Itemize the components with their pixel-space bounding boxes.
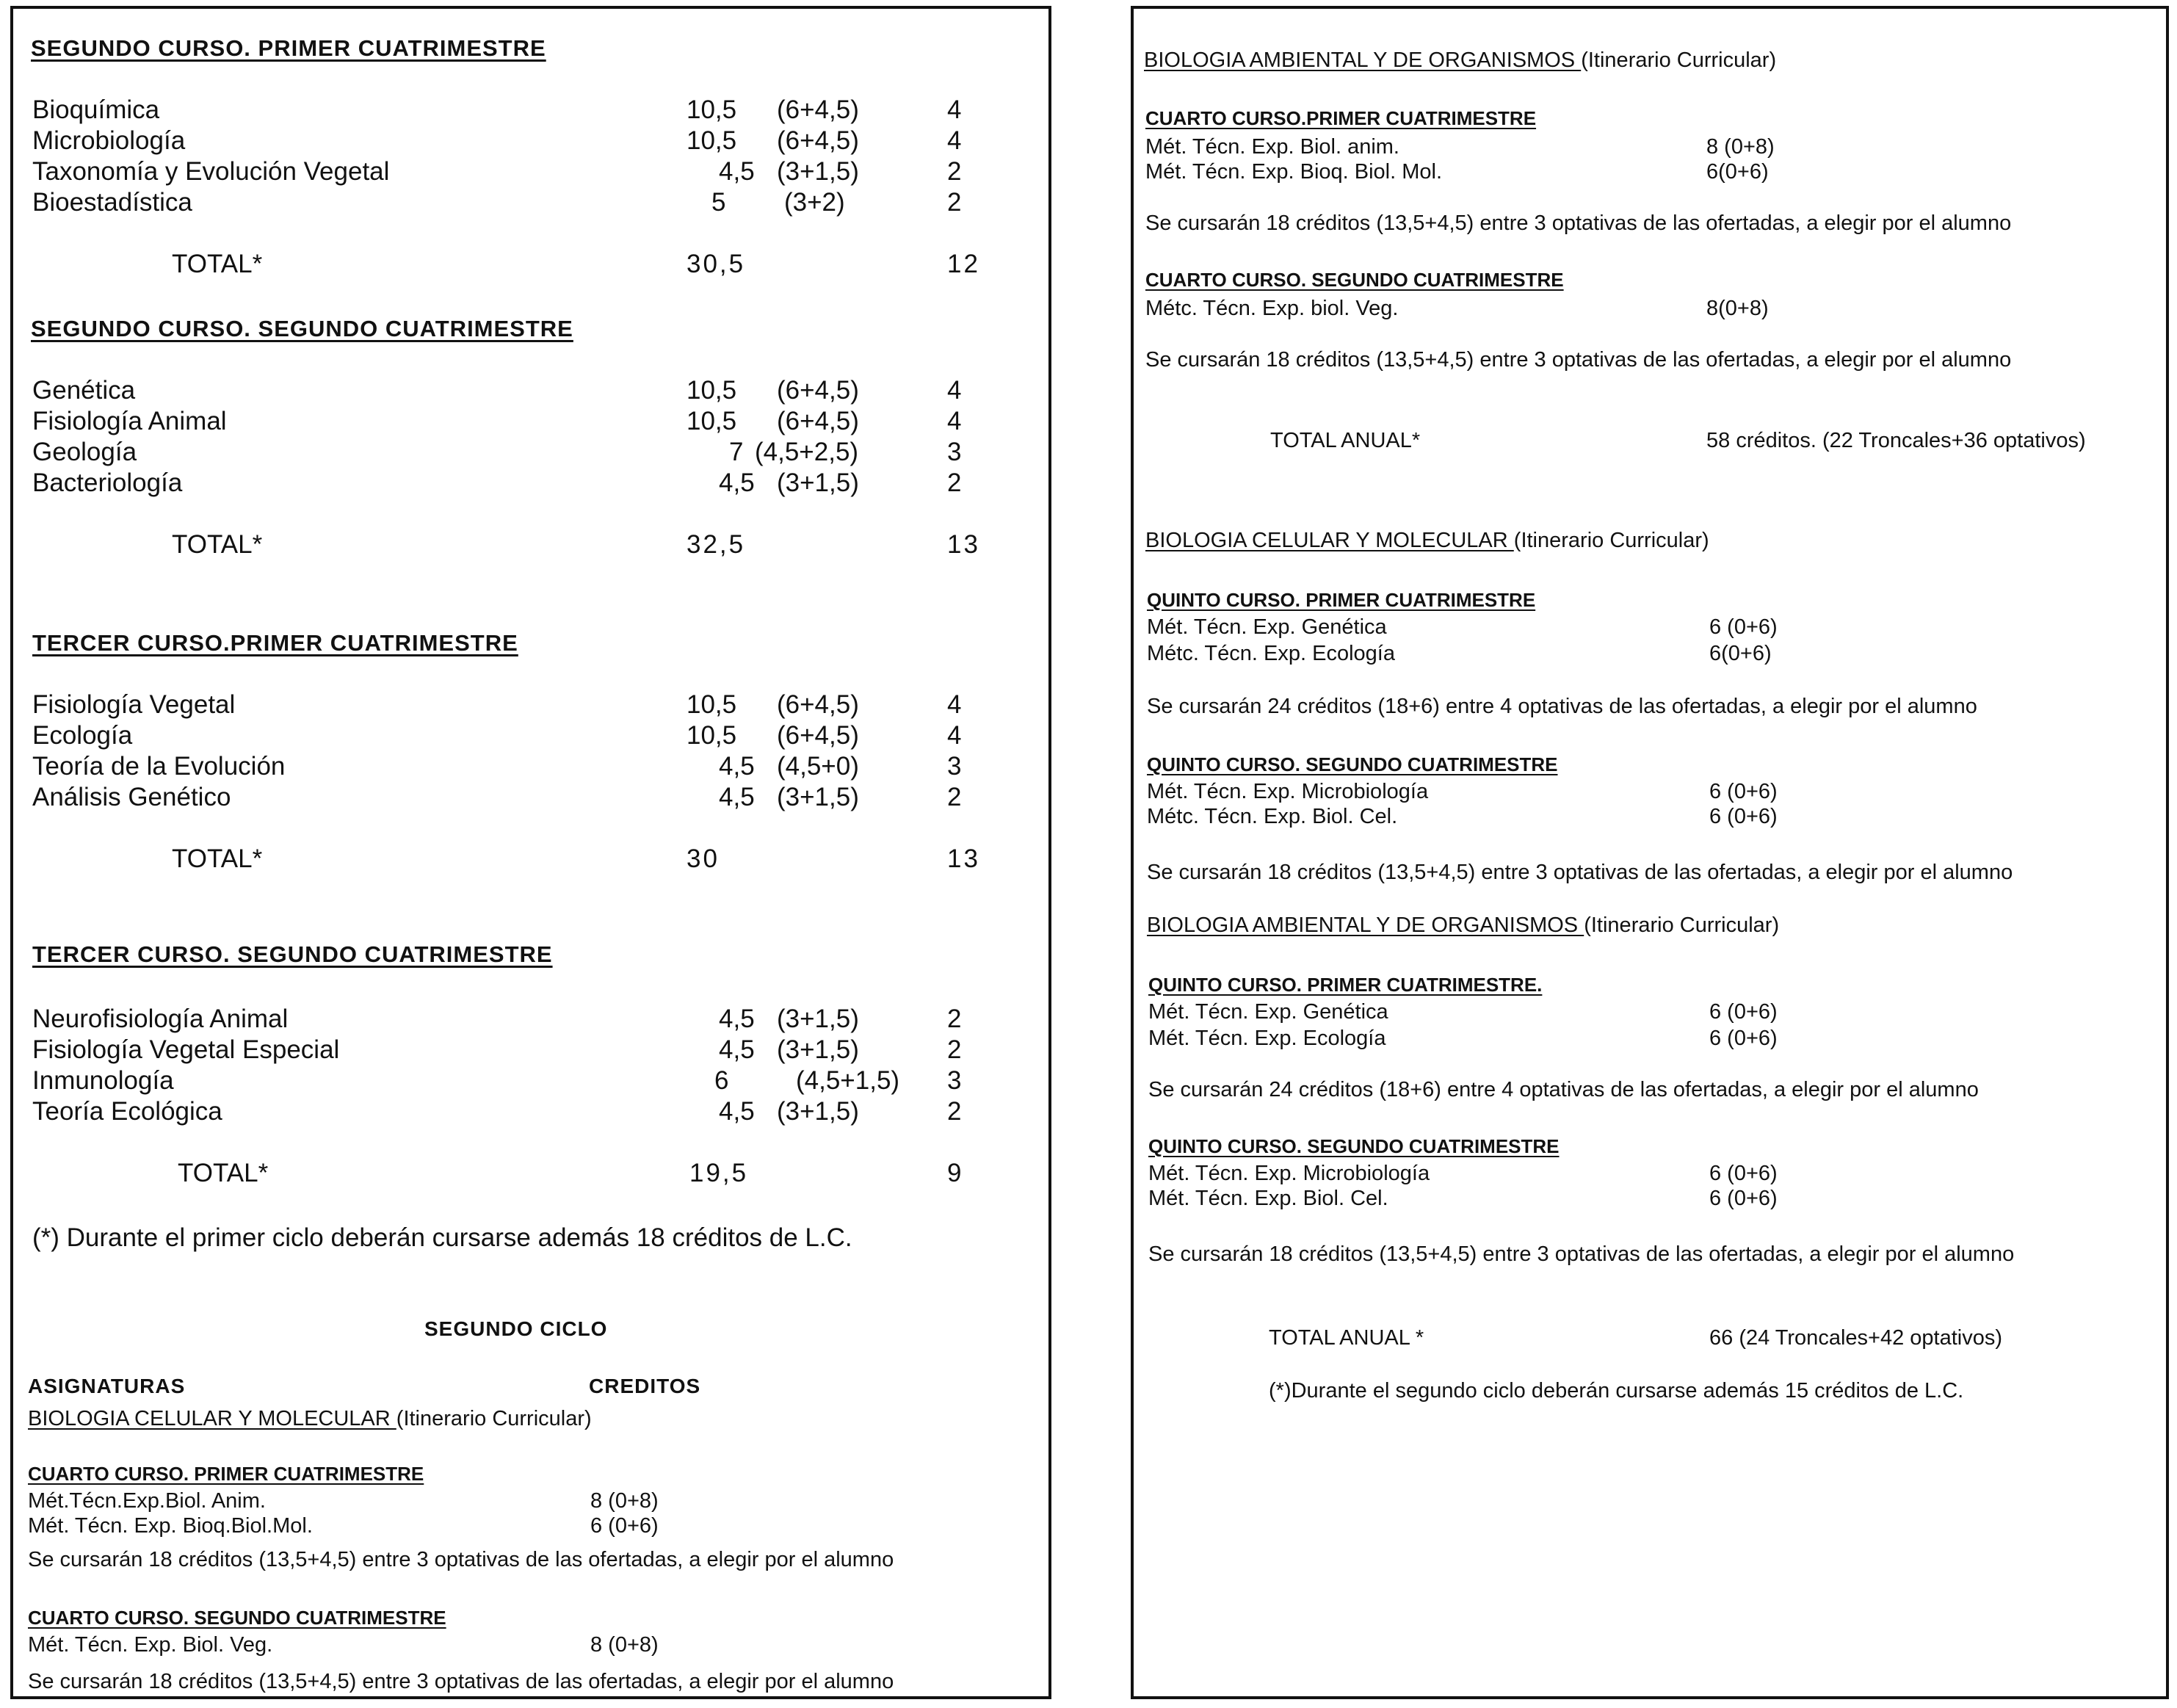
subject-split: (6+4,5) [777,95,859,124]
left-page [10,6,1051,1699]
itinerary-label: BIOLOGIA CELULAR Y MOLECULAR (Itinerario Curricular) [28,1407,592,1430]
subject-split: (3+1,5) [777,1097,859,1126]
subject-credits: 4,5 [719,157,755,186]
subject-credits: 6 [714,1066,729,1095]
subject-name: Genética [32,376,136,405]
subject-name: Bioquímica [32,95,160,124]
elective-note: Se cursarán 18 créditos (13,5+4,5) entre 3 optativas de las ofertadas, a elegir por el alumno [28,1670,894,1693]
section-title: TERCER CURSO. SEGUNDO CUATRIMESTRE [32,941,553,967]
elective-note: Se cursarán 18 créditos (13,5+4,5) entre 3 optativas de las ofertadas, a elegir por el alumno [1145,348,2012,372]
subject-name: Análisis Genético [32,783,231,811]
subject-credits: 10,5 [687,407,737,435]
total-label: TOTAL* [178,1159,269,1187]
block-title: CUARTO CURSO.PRIMER CUATRIMESTRE [1145,107,1537,129]
subject-hours: 2 [947,1005,962,1033]
subject-credits: 4,5 [719,752,755,781]
subject-name: Mét. Técn. Exp. Ecología [1148,1027,1386,1050]
total-credits: 32,5 [687,530,746,559]
subject-name: Métc. Técn. Exp. Biol. Cel. [1147,805,1398,828]
second-cycle-heading: SEGUNDO CICLO [424,1317,608,1340]
elective-note: Se cursarán 18 créditos (13,5+4,5) entre 3 optativas de las ofertadas, a elegir por el alumno [1147,861,2013,884]
subject-credits: 4,5 [719,783,755,811]
subject-name: Fisiología Animal [32,407,227,435]
elective-note: Se cursarán 24 créditos (18+6) entre 4 optativas de las ofertadas, a elegir por el alumno [1147,695,1977,718]
subject-split: (4,5+0) [777,752,859,781]
subject-hours: 3 [947,1066,962,1095]
subject-credits: 6 (0+6) [1709,1187,1778,1210]
total-hours: 13 [947,530,980,559]
subject-credits: 10,5 [687,126,737,155]
subject-name: Mét. Técn. Exp. Microbiología [1147,780,1429,803]
subject-name: Teoría de la Evolución [32,752,286,781]
subject-credits: 10,5 [687,690,737,719]
subject-name: Neurofisiología Animal [32,1005,289,1033]
section-title: SEGUNDO CURSO. SEGUNDO CUATRIMESTRE [31,316,573,341]
total-credits: 19,5 [689,1159,749,1187]
col-header-credits: CREDITOS [589,1375,701,1397]
subject-hours: 4 [947,376,962,405]
total-label: TOTAL* [172,844,263,873]
subject-credits: 4,5 [719,1097,755,1126]
itinerary-label: BIOLOGIA AMBIENTAL Y DE ORGANISMOS (Itinerario Curricular) [1147,913,1780,937]
subject-hours: 4 [947,690,962,719]
section-title: SEGUNDO CURSO. PRIMER CUATRIMESTRE [31,35,546,61]
total-anual-label: TOTAL ANUAL* [1270,429,1421,452]
block-title: QUINTO CURSO. SEGUNDO CUATRIMESTRE [1147,753,1558,775]
total-anual-label: TOTAL ANUAL * [1269,1326,1424,1350]
subject-name: Ecología [32,721,133,750]
subject-hours: 4 [947,407,962,435]
subject-name: Bacteriología [32,468,183,497]
subject-name: Mét. Técn. Exp. Microbiología [1148,1162,1430,1185]
subject-name: Mét.Técn.Exp.Biol. Anim. [28,1489,266,1513]
subject-credits: 10,5 [687,95,737,124]
itinerary-label: BIOLOGIA AMBIENTAL Y DE ORGANISMOS (Itinerario Curricular) [1144,48,1777,72]
total-label: TOTAL* [172,530,263,559]
subject-name: Inmunología [32,1066,174,1095]
subject-credits: 6(0+6) [1709,642,1772,665]
subject-name: Mét. Técn. Exp. Bioq. Biol. Mol. [1145,160,1443,184]
subject-split: (6+4,5) [777,126,859,155]
elective-note: Se cursarán 24 créditos (18+6) entre 4 optativas de las ofertadas, a elegir por el alumno [1148,1078,1979,1101]
subject-credits: 6 (0+6) [1709,615,1778,639]
total-anual-value: 66 (24 Troncales+42 optativos) [1709,1326,2002,1350]
subject-split: (6+4,5) [777,407,859,435]
subject-name: Geología [32,438,137,466]
subject-credits: 6 (0+6) [1709,1162,1778,1185]
subject-split: (6+4,5) [777,690,859,719]
subject-split: (6+4,5) [777,376,859,405]
total-credits: 30 [687,844,720,873]
col-header-subjects: ASIGNATURAS [28,1375,186,1397]
subject-split: (3+2) [784,188,845,217]
block-title: QUINTO CURSO. SEGUNDO CUATRIMESTRE [1148,1135,1560,1157]
subject-name: Mét. Técn. Exp. Biol. Veg. [28,1633,273,1657]
elective-note: Se cursarán 18 créditos (13,5+4,5) entre 3 optativas de las ofertadas, a elegir por el alumno [28,1548,894,1571]
subject-name: Métc. Técn. Exp. Ecología [1147,642,1395,665]
subject-credits: 6 (0+6) [1709,1000,1778,1024]
subject-name: Fisiología Vegetal [32,690,236,719]
subject-hours: 2 [947,1035,962,1064]
block-title: QUINTO CURSO. PRIMER CUATRIMESTRE. [1148,974,1543,996]
subject-split: (3+1,5) [777,468,859,497]
subject-name: Mét. Técn. Exp. Genética [1147,615,1387,639]
total-hours: 9 [947,1159,964,1187]
elective-note: Se cursarán 18 créditos (13,5+4,5) entre 3 optativas de las ofertadas, a elegir por el alumno [1145,211,2012,235]
second-cycle-footnote: (*)Durante el segundo ciclo deberán cursarse además 15 créditos de L.C. [1269,1379,1964,1403]
subject-credits: 8 (0+8) [590,1489,659,1513]
subject-name: Fisiología Vegetal Especial [32,1035,340,1064]
right-page [1131,6,2169,1699]
subject-credits: 6(0+6) [1706,160,1769,184]
total-label: TOTAL* [172,250,263,278]
subject-hours: 3 [947,438,962,466]
subject-split: (4,5+1,5) [796,1066,900,1095]
subject-credits: 5 [711,188,726,217]
subject-credits: 6 (0+6) [590,1514,659,1538]
total-hours: 12 [947,250,980,278]
subject-split: (4,5+2,5) [755,438,859,466]
itinerary-label: BIOLOGIA CELULAR Y MOLECULAR (Itinerario Curricular) [1145,529,1709,552]
subject-name: Métc. Técn. Exp. biol. Veg. [1145,297,1399,320]
block-title: QUINTO CURSO. PRIMER CUATRIMESTRE [1147,589,1536,611]
subject-hours: 2 [947,188,962,217]
subject-name: Bioestadística [32,188,192,217]
subject-credits: 8 (0+8) [1706,135,1775,159]
subject-hours: 2 [947,468,962,497]
subject-split: (3+1,5) [777,157,859,186]
total-anual-value: 58 créditos. (22 Troncales+36 optativos) [1706,429,2086,452]
subject-name: Taxonomía y Evolución Vegetal [32,157,390,186]
subject-name: Mét. Técn. Exp. Biol. anim. [1145,135,1399,159]
subject-hours: 2 [947,1097,962,1126]
total-hours: 13 [947,844,980,873]
subject-credits: 10,5 [687,721,737,750]
block-title: CUARTO CURSO. PRIMER CUATRIMESTRE [28,1463,424,1485]
subject-credits: 4,5 [719,1035,755,1064]
subject-credits: 6 (0+6) [1709,1027,1778,1050]
section-title: TERCER CURSO.PRIMER CUATRIMESTRE [32,630,518,656]
subject-hours: 2 [947,783,962,811]
subject-credits: 4,5 [719,468,755,497]
subject-hours: 4 [947,95,962,124]
subject-credits: 8 (0+8) [590,1633,659,1657]
total-credits: 30,5 [687,250,746,278]
elective-note: Se cursarán 18 créditos (13,5+4,5) entre 3 optativas de las ofertadas, a elegir por el alumno [1148,1242,2015,1266]
block-title: CUARTO CURSO. SEGUNDO CUATRIMESTRE [28,1607,446,1629]
subject-credits: 7 [729,438,744,466]
block-title: CUARTO CURSO. SEGUNDO CUATRIMESTRE [1145,269,1564,291]
subject-credits: 4,5 [719,1005,755,1033]
subject-split: (3+1,5) [777,783,859,811]
subject-name: Microbiología [32,126,186,155]
subject-hours: 2 [947,157,962,186]
subject-split: (3+1,5) [777,1005,859,1033]
subject-hours: 4 [947,126,962,155]
subject-name: Teoría Ecológica [32,1097,222,1126]
subject-name: Mét. Técn. Exp. Bioq.Biol.Mol. [28,1514,313,1538]
subject-hours: 4 [947,721,962,750]
subject-hours: 3 [947,752,962,781]
subject-credits: 10,5 [687,376,737,405]
subject-credits: 8(0+8) [1706,297,1769,320]
subject-split: (3+1,5) [777,1035,859,1064]
subject-credits: 6 (0+6) [1709,805,1778,828]
first-cycle-footnote: (*) Durante el primer ciclo deberán cursarse además 18 créditos de L.C. [32,1223,852,1252]
subject-credits: 6 (0+6) [1709,780,1778,803]
subject-name: Mét. Técn. Exp. Genética [1148,1000,1388,1024]
subject-name: Mét. Técn. Exp. Biol. Cel. [1148,1187,1388,1210]
subject-split: (6+4,5) [777,721,859,750]
